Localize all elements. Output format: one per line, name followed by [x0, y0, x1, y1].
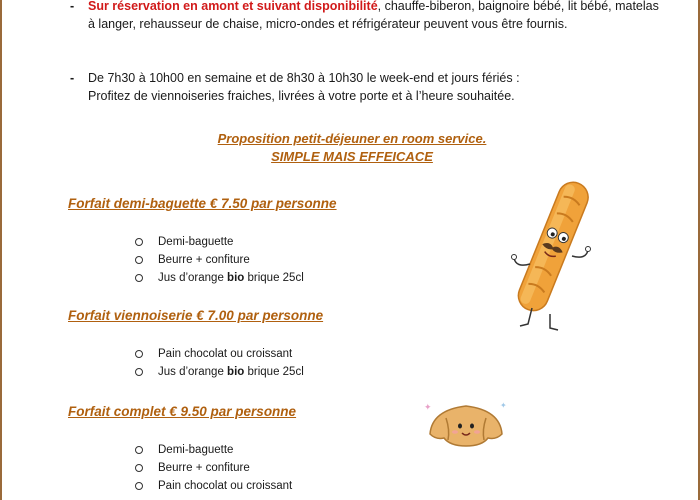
equipment-text: , chauffe-biberon, baignoire bébé, lit bébé, matelas à langer, rehausseur de chaise, micro-ondes et réfrigérateur peuvent vous être fournis. [88, 0, 659, 31]
juice-suffix: brique 25cl [244, 366, 304, 378]
forfait-viennoiserie-list [134, 345, 304, 381]
forfait-complet-list [134, 441, 292, 495]
forfait-viennoiserie-title: Forfait viennoiserie € 7.00 par personne [68, 308, 324, 323]
croissant-mascot-icon [420, 396, 512, 456]
svg-text:✦: ✦ [424, 403, 432, 413]
pastries-text: Profitez de viennoiseries fraiches, livrées à votre porte et à l’heure souhaitée. [88, 89, 515, 103]
bullet-dash: - [70, 0, 75, 13]
juice-bio: bio [227, 272, 245, 284]
list-item: Demi-baguette [134, 441, 292, 459]
list-item [134, 269, 304, 287]
forfait-demi-baguette-title: Forfait demi-baguette € 7.50 par personne [68, 196, 337, 211]
juice-suffix: brique 25cl [244, 272, 304, 284]
list-item: Demi-baguette [134, 233, 304, 251]
juice-prefix: Jus d’orange [158, 366, 228, 378]
proposal-subtitle: SIMPLE MAIS EFFEICACE [271, 149, 433, 164]
list-item: Pain chocolat ou croissant [134, 477, 292, 495]
svg-text:✦: ✦ [500, 401, 507, 410]
list-item: Beurre + confiture [134, 459, 292, 477]
juice-prefix: Jus d’orange [158, 272, 228, 284]
list-item [134, 363, 304, 381]
pastries-bullet [70, 69, 668, 105]
juice-bio: bio [227, 366, 245, 378]
proposal-title: Proposition petit-déjeuner en room service. [217, 131, 487, 146]
equipment-bullet [70, 0, 668, 33]
forfait-complet-title: Forfait complet € 9.50 par personne [68, 404, 297, 419]
list-item: Pain chocolat ou croissant [134, 345, 304, 363]
bullet-dash: - [70, 71, 75, 85]
list-item: Beurre + confiture [134, 251, 304, 269]
forfait-demi-baguette-list [134, 233, 304, 287]
reservation-highlight: Sur réservation en amont et suivant disponibilité [88, 0, 378, 13]
baguette-mascot-icon [506, 172, 596, 332]
pastries-hours: De 7h30 à 10h00 en semaine et de 8h30 à 10h30 le week-end et jours fériés : [88, 71, 520, 85]
